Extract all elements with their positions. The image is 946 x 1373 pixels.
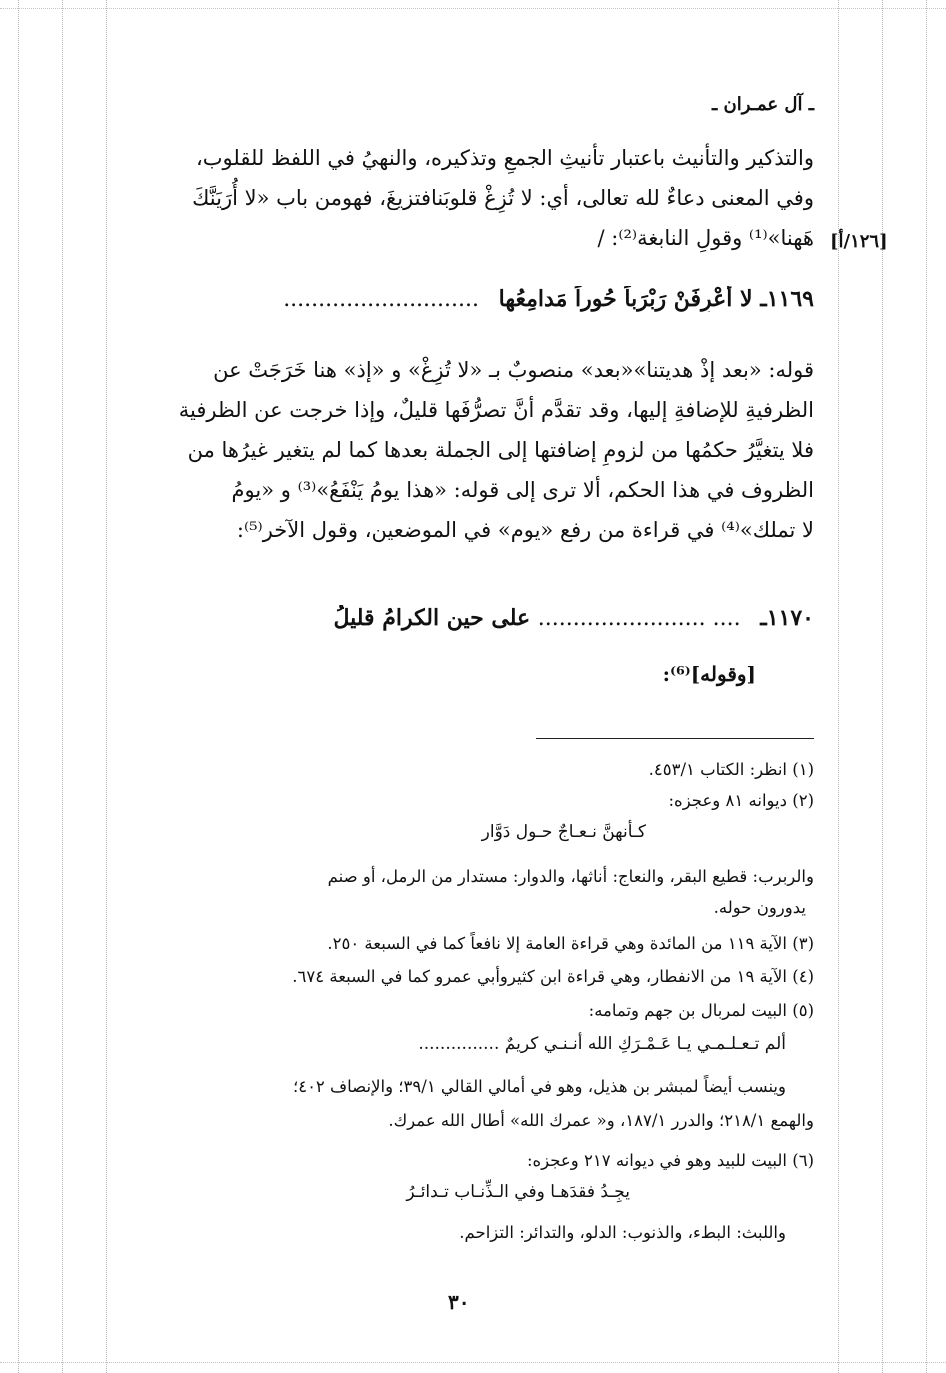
- verse-1169-text: لا أَعْرِفَنْ رَبْرَباً حُوراً مَدامِعُها: [498, 286, 753, 312]
- verse-1170: [130, 605, 814, 631]
- scan-guide-line: [882, 0, 883, 1373]
- scan-guide-line: [62, 0, 63, 1373]
- verse-1170-ellipsis: .... ........................: [537, 606, 741, 631]
- scan-guide-line: [106, 0, 107, 1373]
- footnote-1: (١) انظر: الكتاب ٤٥٣/١.: [648, 760, 814, 779]
- paragraph-1-line-1: والتذكير والتأنيث باعتبار تأنيثِ الجمعِ وتذكيره، والنهيُ في اللفظ للقلوب،: [196, 146, 814, 170]
- footnote-5-explanation-line-2: والهمع ٢١٨/١؛ والدرر ١٨٧/١، و« عمرك الله» أطال الله عمرك.: [388, 1111, 814, 1130]
- verse-1169: [130, 286, 814, 312]
- footnote-3: (٣) الآية ١١٩ من المائدة وهي قراءة العامة إلا نافعاً كما في السبعة ٢٥٠.: [327, 934, 814, 953]
- paragraph-2-line-1: قوله: «بعد إذْ هديتنا»«بعد» منصوبٌ بـ «لا تُزِغْ» و «إذ» هنا خَرَجَتْ عن: [213, 358, 814, 382]
- scan-guide-line: [0, 8, 946, 9]
- verse-1169-ellipsis: ............................: [283, 287, 479, 312]
- footnote-5: (٥) البيت لمربال بن جهم وتمامه:: [588, 1001, 814, 1020]
- footnote-6-poem: يجِـدُ فقدَهـا وفي الـذِّنـاب تـدائـرُ: [406, 1182, 630, 1202]
- manuscript-folio-reference: [١٢٦/أ]: [830, 231, 888, 252]
- paragraph-1: [130, 138, 814, 258]
- verse-1170-text: على حينِ الكرامُ قليلُ: [333, 605, 531, 631]
- running-header: ـ آل عمـران ـ: [712, 94, 814, 115]
- footnote-6-explanation: واللبث: البطء، والذنوب: الدلو، والتدائر: التزاحم.: [459, 1223, 786, 1242]
- footnote-6: (٦) البيت للبيد وهو في ديوانه ٢١٧ وعجزه:: [526, 1151, 814, 1170]
- verse-1170-number: ١١٧٠ـ: [760, 605, 814, 631]
- paragraph-2-line-5: لا تملك»⁽⁴⁾ في قراءة من رفع «يوم» في الموضعين، وقول الآخر⁽⁵⁾:: [236, 518, 814, 542]
- paragraph-2-line-4: الظروف في هذا الحكم، ألا ترى إلى قوله: «هذا يومُ يَنْفَعُ»⁽³⁾ و «يومُ: [231, 478, 814, 502]
- page-number: ٣٠: [448, 1290, 470, 1314]
- paragraph-2-line-2: الظرفيةِ للإضافةِ إليها، وقد تقدَّم أنَّ تصرُّفَها قليلٌ، وإذا خرجت عن الظرفية: [178, 398, 814, 422]
- footnote-5-poem: [418, 1034, 786, 1054]
- footnote-2: (٢) ديوانه ٨١ وعجزه:: [668, 791, 814, 810]
- footnote-5-poem-ellipsis: ...............: [418, 1034, 500, 1054]
- footnote-separator: [536, 738, 814, 739]
- scan-guide-line: [926, 0, 927, 1373]
- paragraph-1-line-3: هَهنا»⁽¹⁾ وقولِ النابغة⁽²⁾: /: [597, 226, 814, 250]
- paragraph-2-line-3: فلا يتغيَّرُ حكمُها من لزومِ إضافتها إلى الجملة بعدها كما لم يتغير غيرُها من: [187, 438, 814, 462]
- scan-guide-line: [0, 1362, 946, 1363]
- footnote-2-poem: كـأنهنَّ نـعـاجٌ حـول دَوَّار: [481, 822, 646, 842]
- footnote-2-explanation-line-2: يدورون حوله.: [713, 898, 806, 917]
- footnote-2-explanation-line-1: والربرب: قطيع البقر، والنعاج: أناثها، والدوار: مستدار من الرمل، أو صنم: [327, 867, 814, 886]
- paragraph-2: [130, 350, 814, 550]
- qawluh-label: [وقوله]⁽⁶⁾:: [662, 662, 756, 686]
- scan-guide-line: [838, 0, 839, 1373]
- footnote-5-explanation-line-1: وينسب أيضاً لمبشر بن هذيل، وهو في أمالي القالي ٣٩/١؛ والإنصاف ٤٠٢؛: [292, 1077, 786, 1096]
- verse-1169-number: ١١٦٩ـ: [760, 286, 814, 312]
- footnote-4: (٤) الآية ١٩ من الانفطار، وهي قراءة ابن كثيروأبي عمرو كما في السبعة ٦٧٤.: [292, 967, 814, 986]
- footnote-5-poem-text: ألم تـعـلـمـي يـا عَـمْـرَكِ الله أنـنـي كريمٌ: [504, 1034, 786, 1054]
- paragraph-1-line-2: وفي المعنى دعاءٌ لله تعالى، أي: لا تُزِغْ قلوبَنافتزيغَ، فهومن باب «لا أُرَيَنَّكَ: [192, 186, 814, 210]
- scan-guide-line: [18, 0, 19, 1373]
